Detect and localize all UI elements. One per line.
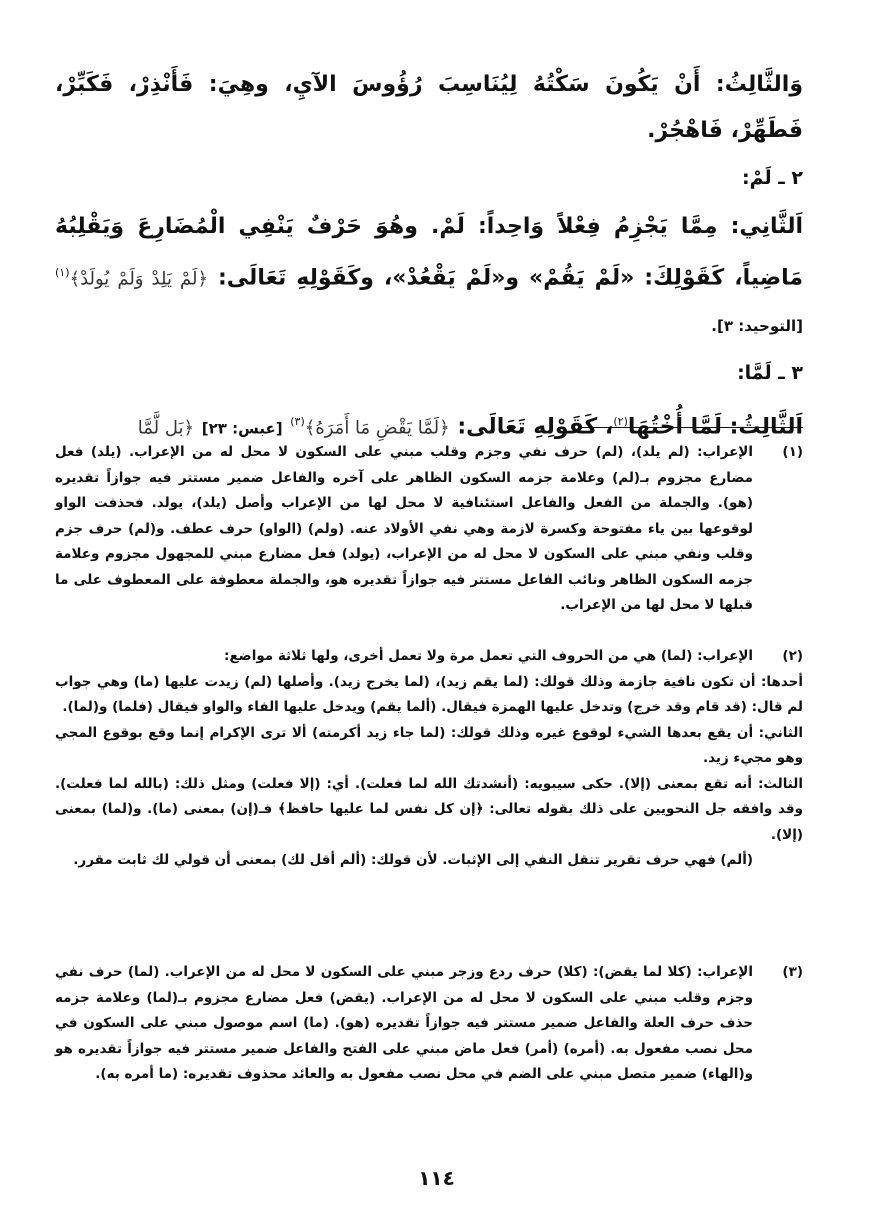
footnote-marker-3[interactable]: (٣) [290,415,305,429]
footnote-2 [55,644,803,960]
footnote-2-first-position: أحدها: أن تكون نافية جازمة وذلك قولك: (لما يقم زيد)، (لما يخرج زيد). وأصلها (لم) زيدت عليها (ما) وهي جواب لم قال: (قد قام وقد خرج) وتدخل عليها الهمزة فيقال. (ألما يقم) ويدخل عليها الفاء والواو فيقال (فلما) و(لما). [55,673,803,715]
paragraph-third-condition: وَالثَّالِثُ: أَنْ يَكُونَ سَكْتُهُ لِيُنَاسِبَ رُؤُوسَ الآيِ، وهِيَ: فَأَنْذِرْ، فَكَبِّرْ، فَطَهِّرْ، فَاهْجُرْ. [55,72,803,143]
footnote-3 [55,960,803,1088]
page-number: ١١٤ [418,1166,455,1190]
lamma-example-intro: ، كَقَوْلِهِ تَعَالَى: [457,414,614,440]
lam-definition-text: اَلثَّانِي: مِمَّا يَجْزِمُ فِعْلاً وَاحِداً: لَمْ. وهُوَ حَرْفٌ يَنْفِي الْمُضَارِعَ وَيَقْلِبُهُ مَاضِياً، كَقَوْلِكَ: «لَمْ يَقُمْ» و«لَمْ يَقْعُدْ»، وكَقَوْلِهِ تَعَالَى: [55,214,803,291]
section-heading-lamma: ٣ ـ لَمَّا: [737,362,803,385]
main-text [55,62,803,452]
footnote-3-text: الإعراب: (كلا لما يقض): (كلا) حرف ردع وزجر مبني على السكون لا محل له من الإعراب. (لما) حرف نفي وجزم وقلب مبني على السكون لا محل له من الإعراب. (يقض) فعل مضارع مجزوم بـ(لما) وعلامة جزمه حذف حرف العلة والفاعل ضمير مستتر فيه جوازاً تقديره (هو). (ما) اسم موصول مبني على السكون في محل نصب مفعول به. (أمره) (أمر) فعل ماض مبني على الفتح والفاعل ضمير مستتر فيه جوازاً تقديره هو و(الهاء) ضمير متصل مبني على الضم في محل نصب مفعول به والعائد محذوف تقديره: (ما أمره به). [55,964,753,1082]
footnote-2-alam-note: (ألم) فهي حرف تقرير تنقل النفي إلى الإثبات. لأن قولك: (ألم أقل لك) بمعنى أن قولي لك ثابت مقرر. [73,852,753,868]
paragraph-lam [55,204,803,349]
footnote-2-second-position: الثاني: أن يقع بعدها الشيء لوقوع غيره وذلك قولك: (لما جاء زيد أكرمته) ألا ترى الإكرام إنما وقع بوقوع المجي وهو مجيء زيد. [55,724,803,766]
quran-verse-bal-lamma: ﴿بَل لَّمَّا [137,417,195,439]
quran-verse-lamma-yaqdi: ﴿لَمَّا يَقْضِ مَا أَمَرَهُ﴾ [304,417,450,439]
surah-reference-tawhid: [التوحيد: ٣]. [711,317,803,336]
footnote-1 [55,440,803,644]
lamma-definition-text: اَلثَّالِثُ: لَمَّا أُخْتُهَا [627,414,803,440]
footnotes-section [55,440,803,1088]
footnote-2-intro: الإعراب: (لما) هي من الحروف التي تعمل مرة ولا تعمل أخرى، ولها ثلاثة مواضع: [224,648,753,664]
footnote-1-text: الإعراب: (لم يلد)، (لم) حرف نفي وجزم وقلب مبني على السكون لا محل له من الإعراب. (يلد) فعل مضارع مجزوم بـ(لم) وعلامة جزمه السكون الظاهر على آخره والفاعل ضمير مستتر فيه جوازاً تقديره (هو). والجملة من الفعل والفاعل استئنافية لا محل لها من الإعراب وأصل (يلد)، يولد. فحذفت الواو لوقوعها بين ياء مفتوحة وكسرة لازمة وهي نفي الأولاد عنه. (ولم) (الواو) حرف عطف. و(لم) حرف جزم وقلب ونفي مبني على السكون لا محل له من الإعراب، (يولد) فعل مضارع مبني للمجهول مجزوم وعلامة جزمه السكون الظاهر ونائب الفاعل مستتر فيه جوازاً تقديره هو، والجملة معطوفة على المعطوف على ما قبلها لا محل لها من الإعراب. [55,444,753,613]
quran-verse-lam-yalid: ﴿لَمْ يَلِدْ وَلَمْ يُولَدْ﴾ [69,268,209,290]
surah-reference-abasa: [عبس: ٢٣] [201,419,283,438]
footnote-number-3: (٣) [782,964,803,980]
footnote-number-1: (١) [782,444,803,460]
footnote-marker-1[interactable]: (١) [55,266,70,279]
footnote-separator-line [581,427,803,428]
footnote-2-third-position: الثالث: أنه تقع بمعنى (إلا). حكى سيبويه: (أنشدتك الله لما فعلت). أي: (إلا فعلت) ومثل ذلك: (بالله لما فعلت). وقد وافقه جل النحويين على ذلك بقوله تعالى: ﴿إن كل نفس لما عليها حافظ﴾ فـ(إن) بمعنى (ما). و(لما) بمعنى (إلا). [55,775,803,843]
section-heading-lam: ٢ ـ لَمْ: [742,167,803,189]
footnote-marker-2[interactable]: (٢) [613,415,628,429]
footnote-number-2: (٢) [782,648,803,664]
